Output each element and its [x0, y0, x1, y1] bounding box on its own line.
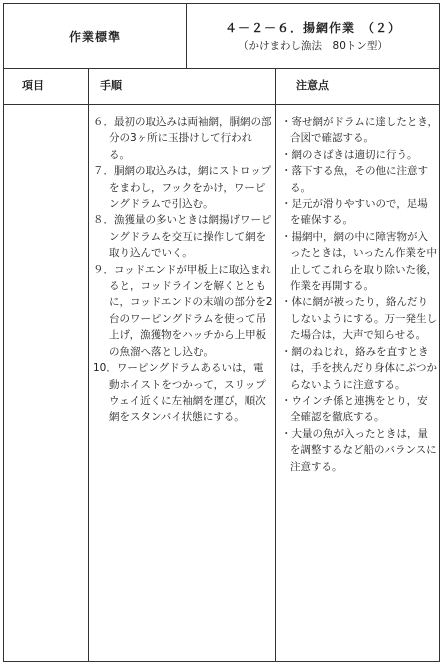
procedure-step: ７．胴網の取込みは，網にストロップをまわし，フックをかけ，ワーピングドラムで引込む。 [93, 165, 272, 211]
note-item: ・ウインチ係と連携をとり，安全確認を徹底する。 [281, 394, 428, 424]
note-item: ・足元が滑りやすいので，足場を確保する。 [281, 198, 428, 227]
section-title: ４－２－６．揚網作業 （２） [224, 21, 401, 35]
work-standard-sheet [3, 3, 440, 662]
note-item: ・落下する魚，その他に注意する。 [281, 165, 428, 194]
column-header-item: 項目 [22, 79, 44, 92]
note-item: ・体に網が被ったり，絡んだりしないようにする。万一発生した場合は，大声で知らせる。 [281, 296, 437, 342]
notes-list [281, 114, 438, 475]
column-divider-2 [275, 69, 276, 661]
note-item: ・揚網中，網の中に障害物が入ったときは，いったん作業を中止してこれらを取り除いた後，作業を再開する。 [281, 230, 437, 293]
procedure-step: 10．ワーピングドラムあるいは，電動ホイストをつかって，スリップウェイ近くに左袖網を運び，順次網をスタンバイ状態にする。 [93, 362, 266, 424]
note-item: ・大量の魚が入ったときは，量を調整するなど船のバランスに注意する。 [281, 427, 437, 473]
procedure-step: ９．コッドエンドが甲板上に取込まれると，コッドラインを解くとともに，コッドエンドの末端の部分を2台のワーピングドラムを使って吊上げ，漁獲物をハッチから上甲板の魚溜へ落とし込む。 [93, 263, 273, 358]
column-header-procedure: 手順 [100, 79, 122, 92]
column-header-row [4, 69, 439, 105]
procedure-step: ８．漁獲量の多いときは網揚げワーピングドラムを交互に操作して網を取り込んでいく。 [93, 214, 272, 260]
procedure-list [93, 114, 273, 426]
sheet-header [4, 4, 439, 69]
procedure-step: ６．最初の取込みは両袖網，胴網の部分の3ヶ所に玉掛けして行われる。 [93, 116, 272, 161]
note-item: ・網のねじれ，絡みを直すときは，手を挟んだり身体にぶつからないように注意する。 [281, 345, 437, 391]
note-item: ・寄せ網がドラムに達したとき，合図で確認する。 [281, 116, 438, 145]
header-title-block [187, 4, 439, 68]
note-item: ・網のさばきは適切に行う。 [281, 148, 418, 161]
column-divider-1 [88, 69, 89, 661]
section-subtitle: （かけまわし漁法 80トン型） [238, 40, 388, 52]
work-standard-label: 作業標準 [4, 4, 187, 68]
column-header-notes: 注意点 [296, 79, 329, 92]
